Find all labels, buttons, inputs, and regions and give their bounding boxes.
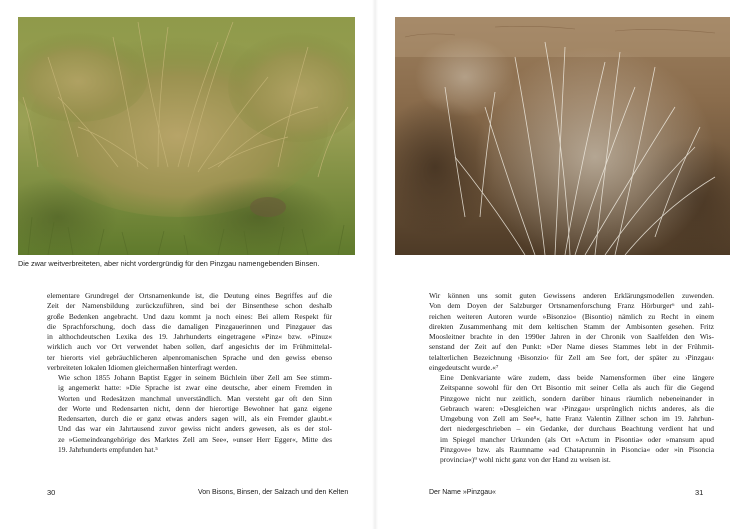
text-line: ig angemerkt hatte: »Die Sprache ist zwar eine deutsche, aber einem Fremden in bbox=[58, 383, 332, 393]
photo-caption: Die zwar weitverbreiteten, aber nicht vordergründig für den Pinzgau namengebenden Binsen. bbox=[18, 259, 320, 268]
right-page bbox=[375, 0, 750, 529]
paragraph bbox=[47, 291, 332, 373]
text-line: ter hierorts viel gebräuchlicheren alpenromanischen Sprache und den gewiss ebenso bbox=[47, 352, 332, 362]
text-line: Moosleitner brachte in den 1990er Jahren in der Chronik von Saalfelden den Wis- bbox=[429, 332, 714, 341]
frosted-rush-photo bbox=[395, 17, 730, 255]
grass-tussock-photo bbox=[18, 17, 355, 255]
left-body-text bbox=[47, 291, 332, 455]
text-line: 19. Jahrhunderts empfunden hat.⁵ bbox=[58, 444, 158, 454]
text-line: der Worte und Redensarten nicht, denn der hierortige Bewohner hat ganz eigene bbox=[58, 403, 332, 413]
paragraph bbox=[429, 373, 714, 465]
paragraph bbox=[47, 373, 332, 455]
text-line: wirklich auch vor Ort verwendet haben sollen, darf angesichts der im Frühmittelal- bbox=[47, 342, 332, 352]
text-line: Eine Denkvariante wäre zudem, dass beide Namensformen über eine längere bbox=[440, 373, 714, 382]
paragraph bbox=[429, 291, 714, 373]
text-line: eingedeutscht wurde.«⁷ bbox=[429, 362, 499, 372]
text-line: telalterlichen Bezeichnung ›Bisonzio‹ für Zell am See fort, der später zu ›Pinzgau‹ bbox=[429, 352, 714, 362]
page-number-left: 30 bbox=[47, 488, 56, 497]
text-line: elementare Grundregel der Ortsnamenkunde ist, die Deutung eines Begriffes auf die bbox=[47, 291, 332, 300]
text-line: Redensarten, durch die er ganz etwas anders sagen will, als ein Fremder glaubt.« bbox=[58, 414, 332, 423]
text-line: senstand der Zeit auf den Punkt: »Der Name dieses Stammes lebt in der Frühmit- bbox=[429, 342, 714, 352]
text-line: Und das war ein Jahrtausend zuvor gewiss nicht anders gewesen, als es der stol- bbox=[58, 424, 332, 434]
text-line: die Sprachforschung, doch dass die damaligen Pinzgauerinnen und Pinzgauer das bbox=[47, 321, 332, 331]
text-line: Worten und Redesätzen manchmal unverständlich. Man versteht gar oft den Sinn bbox=[58, 393, 332, 403]
page-number-right: 31 bbox=[695, 488, 704, 497]
text-line: Zeitspanne sowohl für den Ort Bisontio mit seiner Cella als auch für die Gegend bbox=[440, 383, 714, 393]
text-line: im Spiegel mancher Urkunden (als Ort »Actum in Pisontia« oder »mansum apud bbox=[440, 434, 714, 444]
text-line: große Bedenken angebracht. Und dazu kommt ja noch eines: Bei allem Respekt für bbox=[47, 311, 332, 321]
text-line: direkten Zusammenhang mit dem keltischen Stamm der Ambisonten gesehen. Fritz bbox=[429, 321, 714, 331]
running-title-left: Von Bisons, Binsen, der Salzach und den Kelten bbox=[198, 489, 349, 496]
text-line: in althochdeutschen Lexika des 19. Jahrhunderts eingetragene »Pinz« bzw. »Pinuz« bbox=[47, 332, 332, 341]
text-line: Von dem Doyen der Salzburger Ortsnamenforschung Franz Hörburger⁶ und zahl- bbox=[429, 301, 714, 311]
text-line: ze »Gemeindeangehörige des Marktes Zell am See«, »unser Herr Egger«, Mitte des bbox=[58, 434, 332, 444]
text-line: Wie schon 1855 Johann Baptist Egger in seinem Büchlein über Zell am See stimm- bbox=[58, 373, 332, 382]
text-line: Gebrauch waren: »Desgleichen war ›Pinzgau‹ ursprünglich nichts anderes, als die bbox=[440, 403, 714, 413]
text-line: dert niedergeschrieben – ein Gedanke, der durchaus Beachtung verdient hat und bbox=[440, 424, 714, 434]
text-line: Pinzgowe nicht nur zeitlich, sondern darüber hinaus räumlich nebeneinander in bbox=[440, 393, 714, 403]
text-line: Umgebung von Zell am See⁸«, hatte Franz Valentin Zillner schon im 19. Jahrhun- bbox=[440, 414, 714, 423]
text-line: Wir können uns somit guten Gewissens anderen Erklärungsmodellen zuwenden. bbox=[429, 291, 714, 300]
running-title-right: Der Name »Pinzgau« bbox=[429, 489, 496, 496]
text-line: verbreiteten lokalen Idiomen gleichermaßen hinterfragt werden. bbox=[47, 362, 238, 372]
text-line: reichen weiteren Autoren wurde »Bisonzio« (Bisontio) nämlich zu Recht in einem bbox=[429, 311, 714, 321]
text-line: Pinzgove« bzw. als Raumname »ad Chataprunnin in Pisoncia« oder »in Pisoncia bbox=[440, 444, 714, 454]
right-body-text bbox=[429, 291, 714, 465]
text-line: provincia«)⁹ wohl nicht ganz von der Hand zu weisen ist. bbox=[440, 455, 611, 464]
text-line: Zeit der Namensbildung zurückzuführen, sind bei der Binsenthese schon deshalb bbox=[47, 301, 332, 311]
